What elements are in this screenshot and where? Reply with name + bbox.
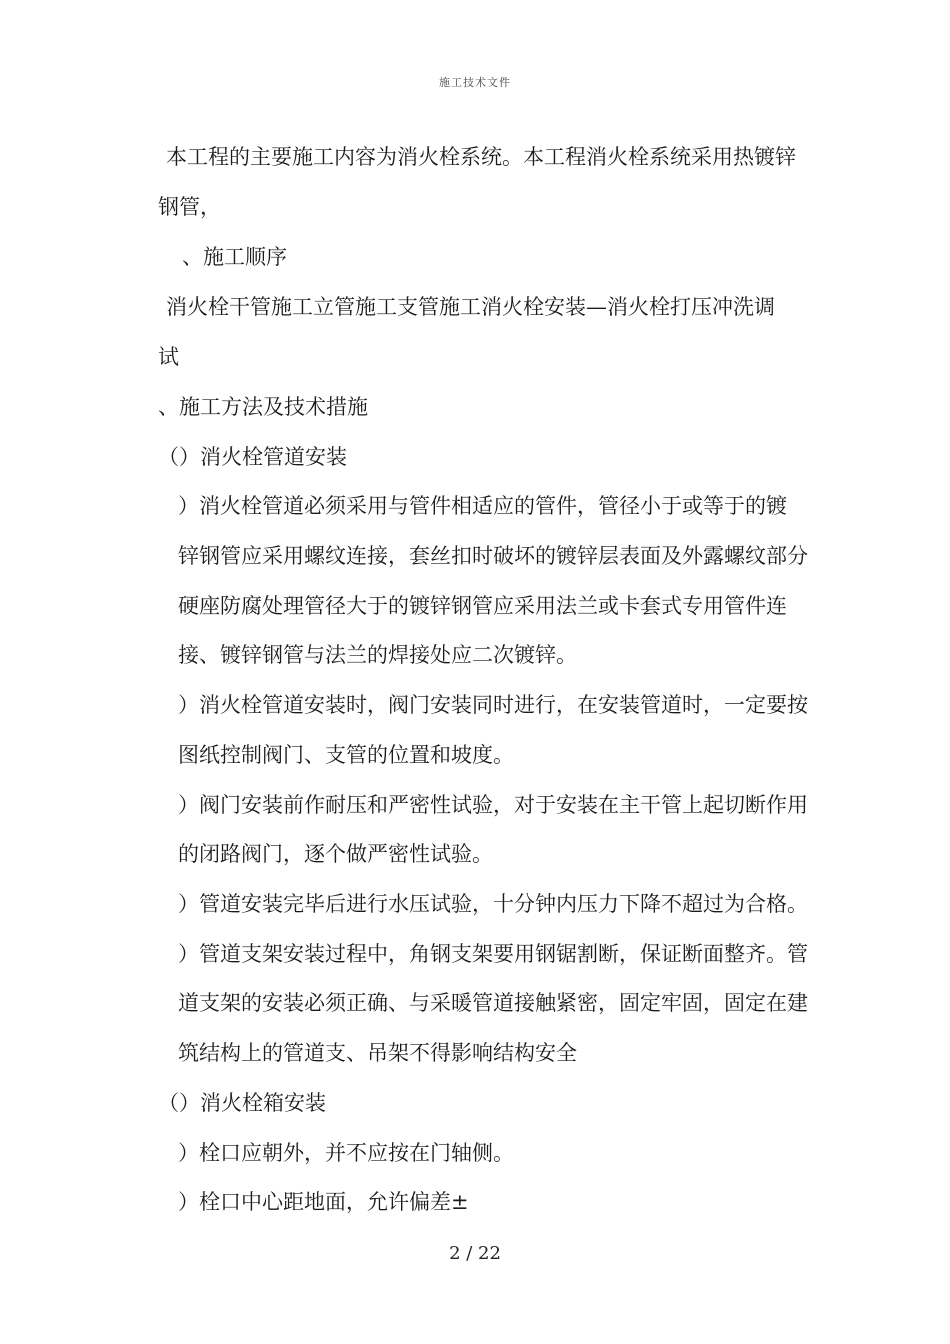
list-item: ）管道支架安装过程中，角钢支架要用钢锯割断，保证断面整齐。管 [178,942,808,966]
page-number: 2 / 22 [449,1243,501,1264]
paragraph-line: 消火栓干管施工立管施工支管施工消火栓安装—消火栓打压冲洗调 [166,295,775,319]
list-item: ）栓口中心距地面，允许偏差± [178,1190,469,1214]
subsection-heading: （）消火栓箱安装 [158,1091,326,1115]
paragraph-line: 钢管， [158,195,221,219]
list-item-continuation: 图纸控制阀门、支管的位置和坡度。 [178,743,514,767]
list-item-continuation: 接、镀锌钢管与法兰的焊接处应二次镀锌。 [178,643,577,667]
list-item: ）管道安装完毕后进行水压试验，十分钟内压力下降不超过为合格。 [178,892,808,916]
subsection-heading: （）消火栓管道安装 [158,445,347,469]
paragraph-line: 本工程的主要施工内容为消火栓系统。本工程消火栓系统采用热镀锌 [166,145,796,169]
paragraph-line: 试 [158,345,179,369]
list-item: ）消火栓管道必须采用与管件相适应的管件，管径小于或等于的镀 [178,494,787,518]
section-heading: 、施工方法及技术措施 [158,395,368,419]
list-item-continuation: 道支架的安装必须正确、与采暖管道接触紧密，固定牢固，固定在建 [178,991,808,1015]
list-item-continuation: 筑结构上的管道支、吊架不得影响结构安全 [178,1041,577,1065]
list-item: ）阀门安装前作耐压和严密性试验，对于安装在主干管上起切断作用 [178,793,808,817]
page-header: 施工技术文件 [439,76,511,89]
list-item-continuation: 锌钢管应采用螺纹连接，套丝扣时破坏的镀锌层表面及外露螺纹部分 [178,544,808,568]
list-item: ）栓口应朝外，并不应按在门轴侧。 [178,1141,514,1165]
list-item: ）消火栓管道安装时，阀门安装同时进行，在安装管道时，一定要按 [178,693,808,717]
section-heading: 、施工顺序 [182,245,287,269]
list-item-continuation: 的闭路阀门，逐个做严密性试验。 [178,842,493,866]
list-item-continuation: 硬座防腐处理管径大于的镀锌钢管应采用法兰或卡套式专用管件连 [178,594,787,618]
